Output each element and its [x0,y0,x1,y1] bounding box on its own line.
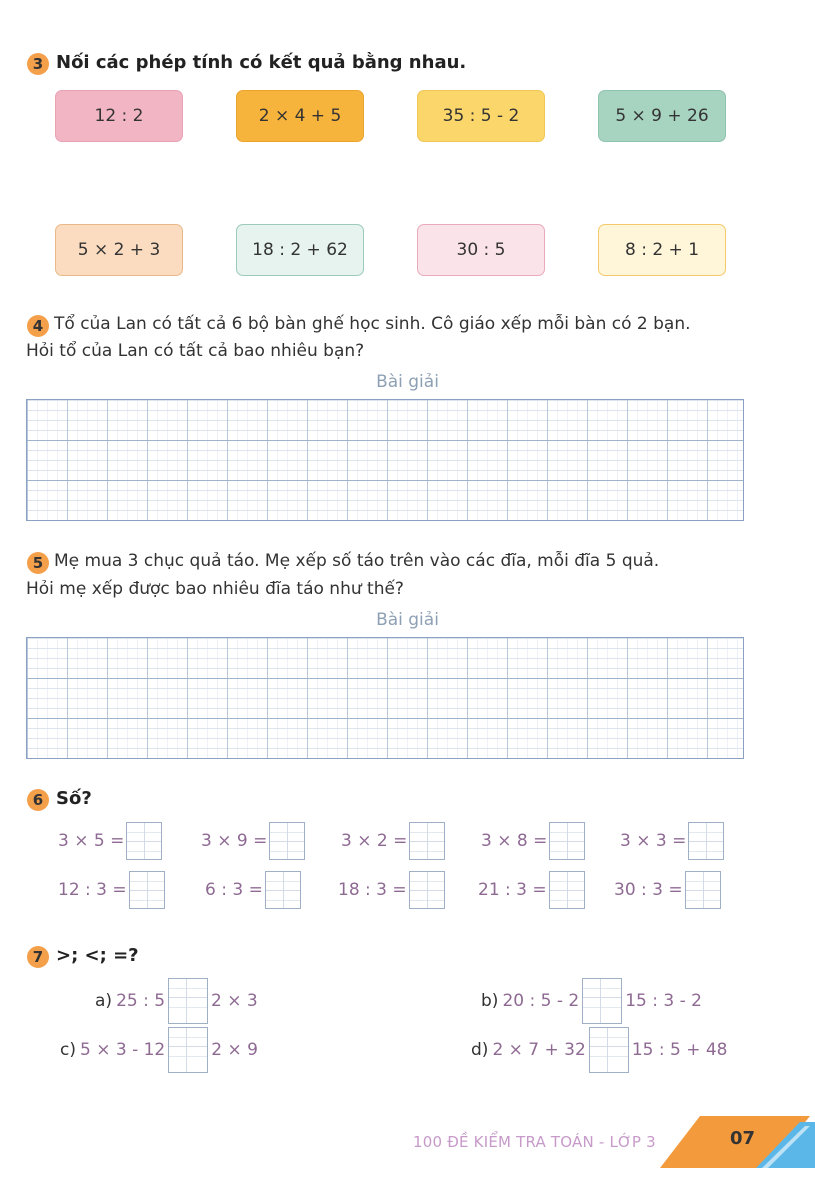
left-expression: 20 : 5 - 2 [502,991,580,1011]
expression-text: 3 × 5 = [58,831,125,851]
fill-expression [341,822,445,860]
compare-item-b [481,978,702,1024]
expression-text: 3 × 8 = [481,831,548,851]
expression-text: 30 : 3 = [614,880,683,900]
item-label: d) [471,1040,489,1060]
expression-text: 12 : 3 = [58,880,127,900]
answer-box[interactable] [409,871,445,909]
page-number: 07 [730,1128,756,1149]
answer-box[interactable] [265,871,301,909]
question-5-solution-label: Bài giải [376,610,439,630]
fill-expression [205,871,301,909]
question-4-number: 4 [27,315,49,337]
match-card-bottom-4[interactable]: 8 : 2 + 1 [598,224,726,276]
compare-box[interactable] [582,978,622,1024]
expression-text: 6 : 3 = [205,880,263,900]
expression-text: 18 : 3 = [338,880,407,900]
fill-expression [201,822,305,860]
question-6-title: Số? [56,788,92,809]
fill-expression [478,871,585,909]
footer-title: 100 ĐỀ KIỂM TRA TOÁN - LỚP 3 [413,1133,656,1151]
compare-item-c [60,1027,258,1073]
expression-text: 3 × 9 = [201,831,268,851]
compare-item-d [471,1027,727,1073]
item-label: b) [481,991,499,1011]
question-4-line-1: Tổ của Lan có tất cả 6 bộ bàn ghế học sinh. Cô giáo xếp mỗi bàn có 2 bạn. [54,314,691,334]
expression-text: 21 : 3 = [478,880,547,900]
answer-box[interactable] [269,822,305,860]
match-card-bottom-2[interactable]: 18 : 2 + 62 [236,224,364,276]
compare-box[interactable] [589,1027,629,1073]
answer-box[interactable] [129,871,165,909]
answer-box[interactable] [409,822,445,860]
left-expression: 5 × 3 - 12 [79,1040,166,1060]
match-card-bottom-3[interactable]: 30 : 5 [417,224,545,276]
answer-box[interactable] [685,871,721,909]
fill-expression [614,871,721,909]
expression-text: 3 × 3 = [620,831,687,851]
item-label: c) [60,1040,76,1060]
fill-expression [58,871,165,909]
compare-box[interactable] [168,1027,208,1073]
question-5-number: 5 [27,552,49,574]
fill-expression [338,871,445,909]
right-expression: 15 : 3 - 2 [625,991,702,1011]
answer-box[interactable] [549,822,585,860]
match-card-top-4[interactable]: 5 × 9 + 26 [598,90,726,142]
answer-box[interactable] [549,871,585,909]
question-5-line-1: Mẹ mua 3 chục quả táo. Mẹ xếp số táo trên vào các đĩa, mỗi đĩa 5 quả. [54,551,660,571]
fill-expression [620,822,724,860]
question-3-title: Nối các phép tính có kết quả bằng nhau. [56,52,467,73]
match-card-top-3[interactable]: 35 : 5 - 2 [417,90,545,142]
answer-box[interactable] [688,822,724,860]
fill-expression [58,822,162,860]
question-5-line-2: Hỏi mẹ xếp được bao nhiêu đĩa táo như thế? [26,579,404,599]
compare-item-a [95,978,258,1024]
match-card-bottom-1[interactable]: 5 × 2 + 3 [55,224,183,276]
question-6-number: 6 [27,789,49,811]
match-card-top-1[interactable]: 12 : 2 [55,90,183,142]
left-expression: 25 : 5 [116,991,166,1011]
question-4-answer-grid[interactable] [26,399,744,521]
right-expression: 2 × 3 [211,991,258,1011]
item-label: a) [95,991,113,1011]
question-4-solution-label: Bài giải [376,372,439,392]
question-5-answer-grid[interactable] [26,637,744,759]
question-7-title: >; <; =? [56,945,139,966]
compare-box[interactable] [168,978,208,1024]
question-3-number: 3 [27,53,49,75]
right-expression: 2 × 9 [211,1040,258,1060]
answer-box[interactable] [126,822,162,860]
question-4-line-2: Hỏi tổ của Lan có tất cả bao nhiêu bạn? [26,341,365,361]
expression-text: 3 × 2 = [341,831,408,851]
match-card-top-2[interactable]: 2 × 4 + 5 [236,90,364,142]
right-expression: 15 : 5 + 48 [631,1040,728,1060]
question-7-number: 7 [27,946,49,968]
fill-expression [481,822,585,860]
left-expression: 2 × 7 + 32 [492,1040,586,1060]
